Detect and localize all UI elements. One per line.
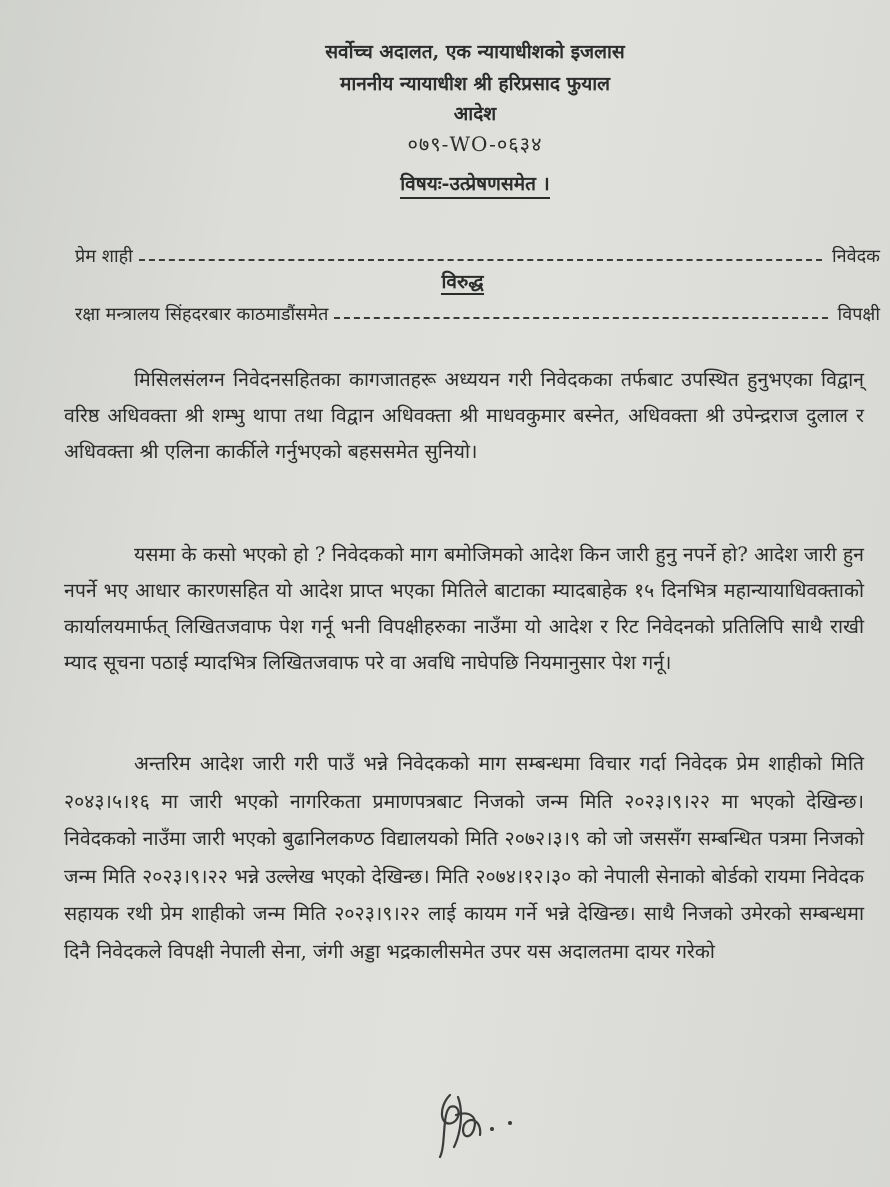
petitioner-role: निवेदक <box>831 246 880 267</box>
respondent-role: विपक्षी <box>837 304 880 325</box>
order-heading: आदेश <box>453 103 497 125</box>
paragraph-1: मिसिलसंलग्न निवेदनसहितका कागजातहरू अध्ययन गरी निवेदकका तर्फबाट उपस्थित हुनुभएका विद्वान् वरिष्ठ अधिवक्ता श्री शम्भु थापा तथा विद्वान अधिवक्ता श्री माधवकुमार बस्नेत, अधिवक्ता श्री उपेन्द्रराज दुलाल र अधिवक्ता श्री एलिना कार्कीले गर्नुभएको बहससमेत सुनियो। <box>64 368 864 463</box>
petitioner-name: प्रेम शाही <box>75 246 133 267</box>
petitioner-row <box>75 238 880 268</box>
case-number: ०७९-WO-०६३४ <box>407 132 543 156</box>
judge-name: माननीय न्यायाधीश श्री हरिप्रसाद फुयाल <box>339 73 611 95</box>
subject-text: विषयः-उत्प्रेषणसमेत । <box>400 173 550 199</box>
subject-line <box>0 170 890 196</box>
court-title: सर्वोच्च अदालत, एक न्यायाधीशको इजलास <box>325 41 625 63</box>
respondent-name: रक्षा मन्त्रालय सिंहदरबार काठमाडौंसमेत <box>75 304 329 325</box>
dashed-leader <box>139 259 822 261</box>
versus-text: विरुद्ध <box>441 271 484 293</box>
respondent-row <box>75 296 880 326</box>
dashed-leader <box>334 317 827 319</box>
versus-heading <box>0 268 890 294</box>
handwritten-signature <box>420 1085 530 1165</box>
paragraph-2: यसमा के कसो भएको हो ? निवेदकको माग बमोजिमको आदेश किन जारी हुनु नपर्ने हो? आदेश जारी हुन नपर्ने भए आधार कारणसहित यो आदेश प्राप्त भएका मितिले बाटाका म्यादबाहेक १५ दिनभित्र महान्यायाधिवक्ताको कार्यालयमार्फत् लिखितजवाफ पेश गर्नू भनी विपक्षीहरुका नाउँमा यो आदेश र रिट निवेदनको प्रतिलिपि साथै राखी म्याद सूचना पठाई म्यादभित्र लिखितजवाफ परे वा अवधि नाघेपछि नियमानुसार पेश गर्नू। <box>64 543 864 674</box>
paragraph-3: अन्तरिम आदेश जारी गरी पाउँ भन्ने निवेदकको माग सम्बन्धमा विचार गर्दा निवेदक प्रेम शाहीको मिति २०४३।५।१६ मा जारी भएको नागरिकता प्रमाणपत्रबाट निजको जन्म मिति २०२३।९।२२ मा भएको देखिन्छ। निवेदकको नाउँमा जारी भएको बुढानिलकण्ठ विद्यालयको मिति २०७२।३।९ को जो जससँग सम्बन्धित पत्रमा निजको जन्म मिति २०२३।९।२२ भन्ने उल्लेख भएको देखिन्छ। मिति २०७४।१२।३० को नेपाली सेनाको बोर्डको रायमा निवेदक सहायक रथी प्रेम शाहीको जन्म मिति २०२३।९।२२ लाई कायम गर्ने भन्ने देखिन्छ। साथै निजको उमेरको सम्बन्धमा दिनै निवेदकले विपक्षी नेपाली सेना, जंगी अड्डा भद्रकालीसमेत उपर यस अदालतमा दायर गरेको <box>64 752 864 963</box>
